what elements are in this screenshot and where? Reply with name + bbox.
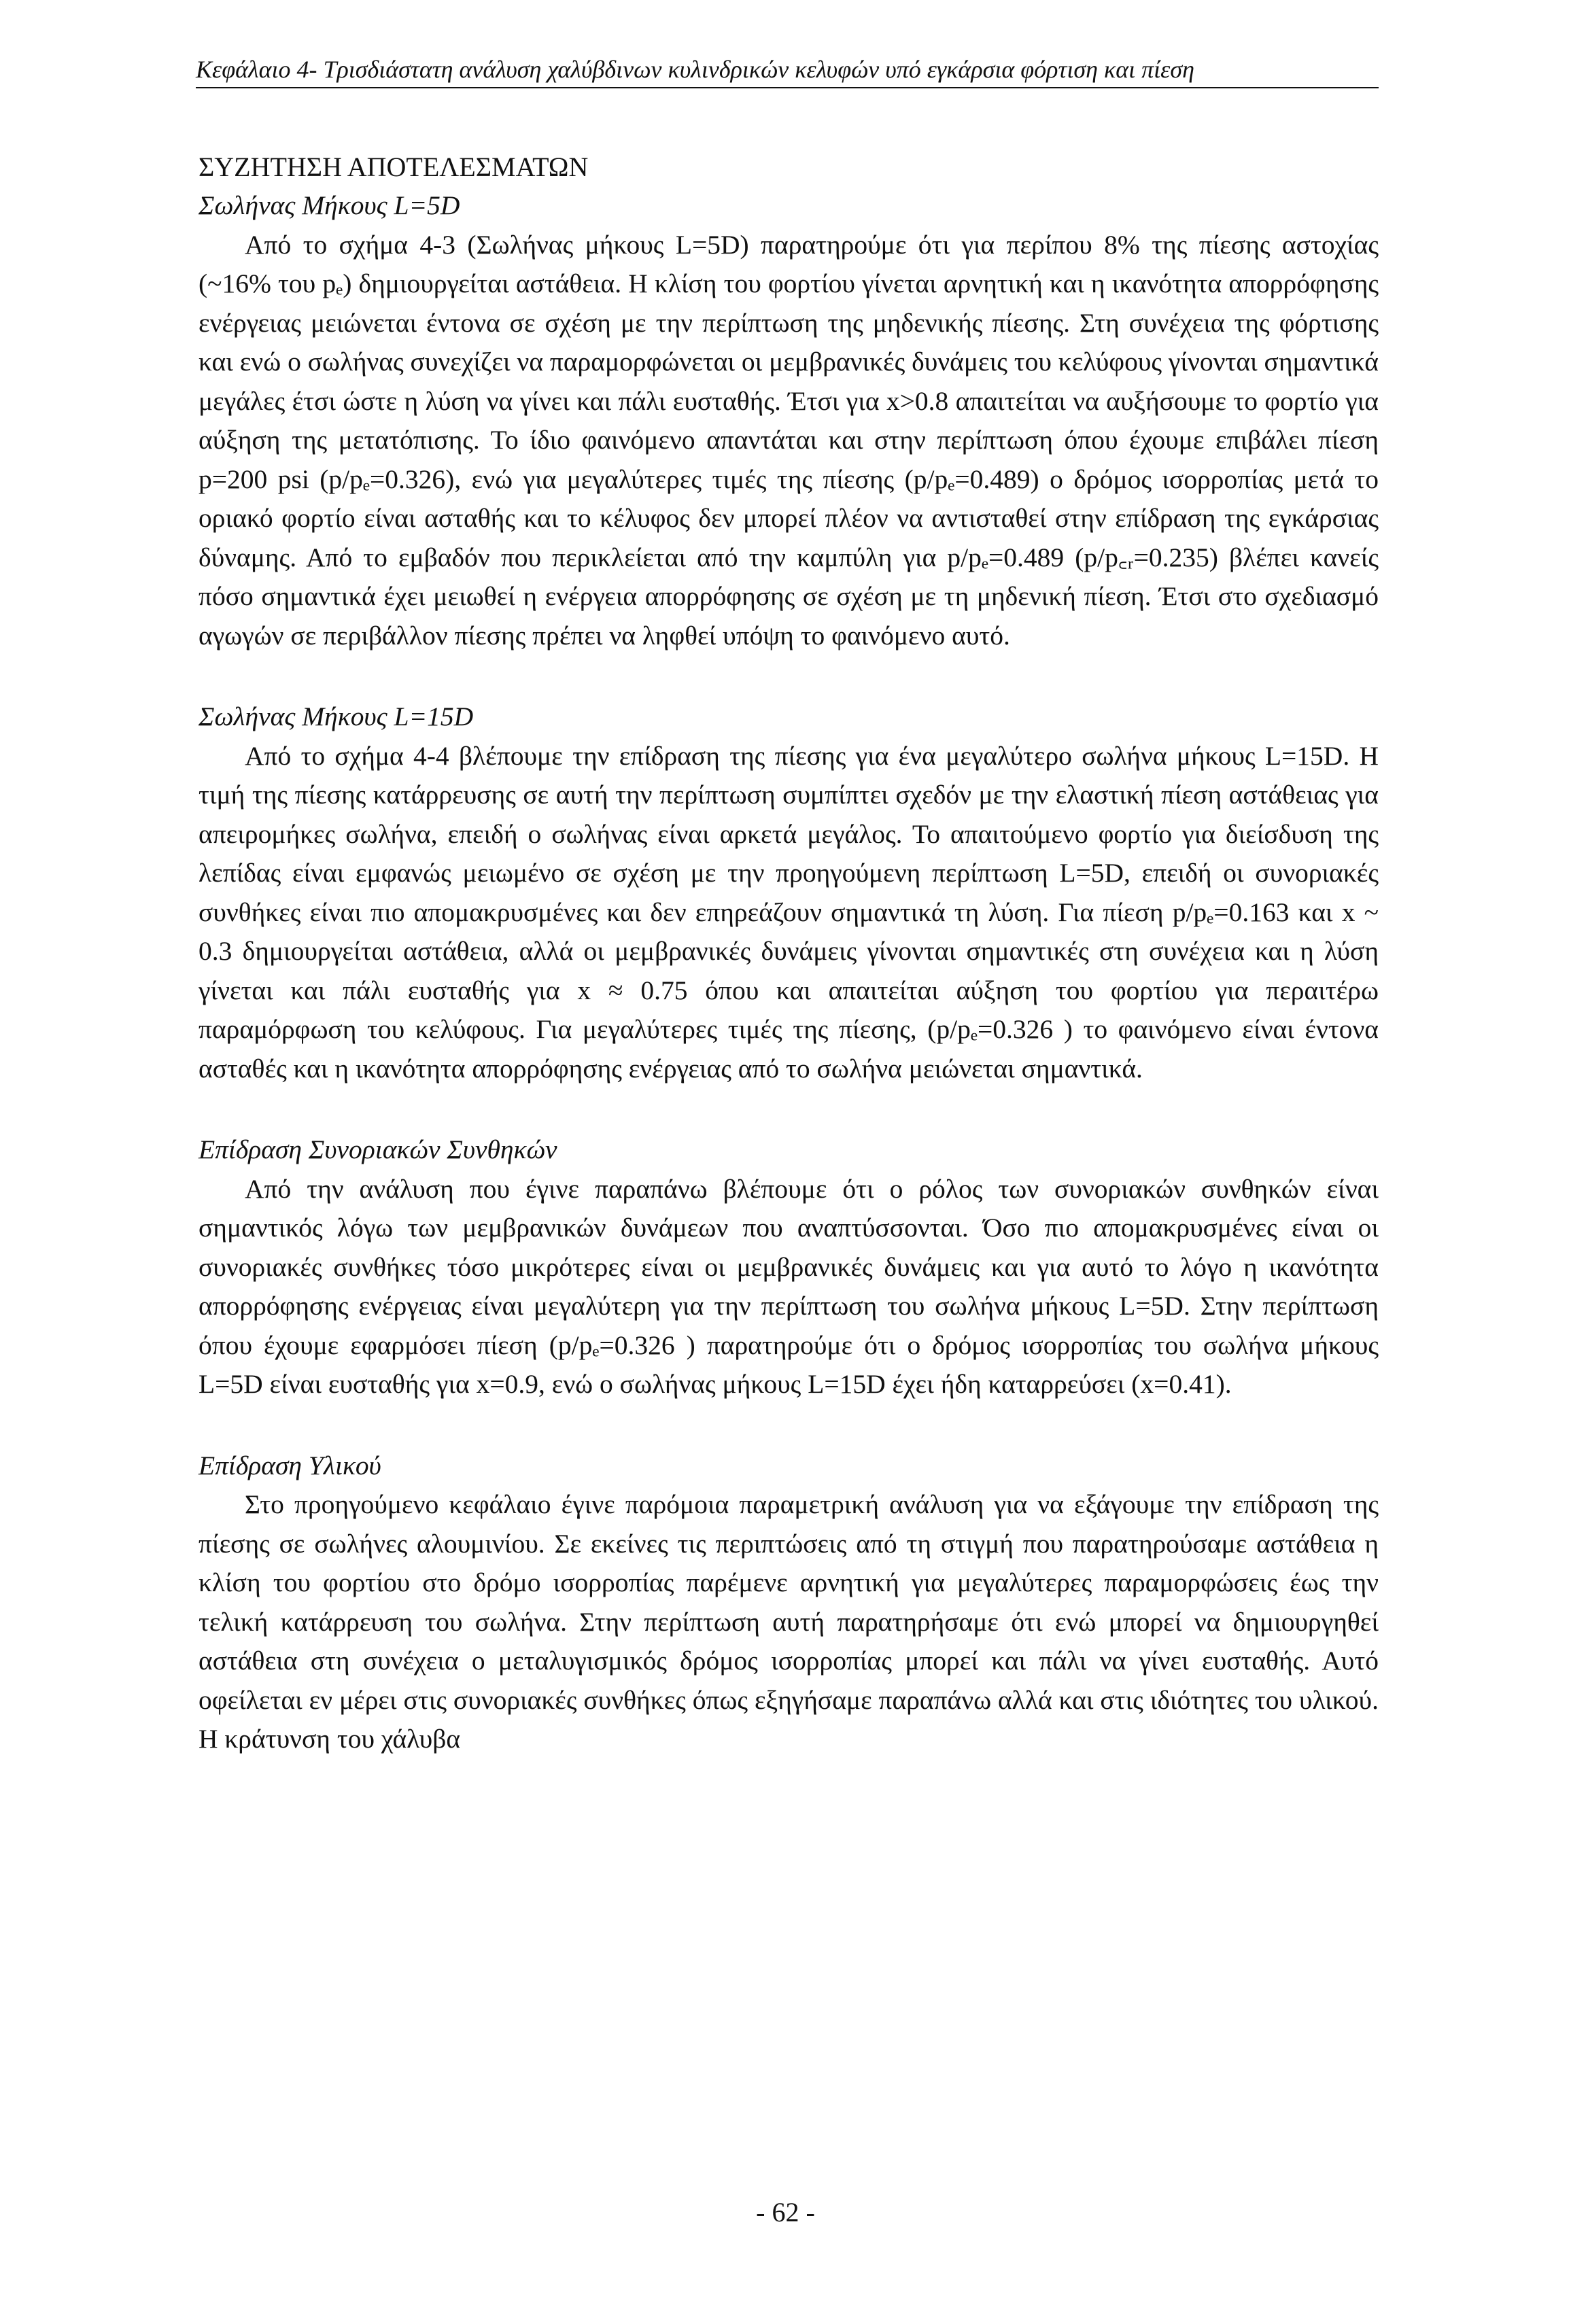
paragraph-boundary-conditions: Από την ανάλυση που έγινε παραπάνω βλέπουμε ότι ο ρόλος των συνοριακών συνθηκών είναι σημαντικός λόγω των μεμβρανικών δυνάμεων που αναπτύσσονται. Όσο πιο απομακρυσμένες είναι οι συνοριακές συνθήκες τόσο μικρότερες είναι οι μεμβρανικές δυνάμεις και για αυτό το λόγο η ικανότητα απορρόφησης ενέργειας είναι μεγαλύτερη για την περίπτωση του σωλήνα μήκους L=5D. Στην περίπτωση όπου έχουμε εφαρμόσει πίεση (p/pₑ=0.326 ) παρατηρούμε ότι ο δρόμος ισορροπίας του σωλήνα μήκους L=5D είναι ευσταθής για x=0.9, ενώ ο σωλήνας μήκους L=15D έχει ήδη καταρρεύσει (x=0.41). bbox=[198, 1173, 1379, 1399]
paragraph-l15d: Από το σχήμα 4-4 βλέπουμε την επίδραση της πίεσης για ένα μεγαλύτερο σωλήνα μήκους L=15D. Η τιμή της πίεσης κατάρρευσης σε αυτή την περίπτωση συμπίπτει σχεδόν με την ελαστική πίεση αστάθειας για απειρομήκες σωλήνα, επειδή ο σωλήνας είναι αρκετά μεγάλος. Το απαιτούμενο φορτίο για διείσδυση της λεπίδας είναι εμφανώς μειωμένο σε σχέση με την προηγούμενη περίπτωση L=5D, επειδή οι συνοριακές συνθήκες είναι πιο απομακρυσμένες και δεν επηρεάζουν σημαντικά τη λύση. Για πίεση p/pₑ=0.163 και x ~ 0.3 δημιουργείται αστάθεια, αλλά οι μεμβρανικές δυνάμεις γίνονται σημαντικές στη συνέχεια και η λύση γίνεται και πάλι ευσταθής για x ≈ 0.75 όπου και απαιτείται αύξηση του φορτίου για περαιτέρω παραμόρφωση του κελύφους. Για μεγαλύτερες τιμές της πίεσης, (p/pₑ=0.326 ) το φαινόμενο είναι έντονα ασταθές και η ικανότητα απορρόφησης ενέργειας από το σωλήνα μειώνεται σημαντικά. bbox=[198, 740, 1379, 1083]
subsection-heading-boundary-conditions: Επίδραση Συνοριακών Συνθηκών bbox=[198, 1134, 557, 1164]
page-number: - 62 - bbox=[756, 2197, 815, 2227]
paragraph-gap bbox=[198, 1404, 1379, 1446]
paragraph-gap bbox=[198, 655, 1379, 697]
subsection-heading-l5d: Σωλήνας Μήκους L=5D bbox=[198, 190, 460, 220]
paragraph-gap bbox=[198, 1088, 1379, 1130]
paragraph-l5d: Από το σχήμα 4-3 (Σωλήνας μήκους L=5D) παρατηρούμε ότι για περίπου 8% της πίεσης αστοχίας (~16% του pₑ) δημιουργείται αστάθεια. Η κλίση του φορτίου γίνεται αρνητική και η ικανότητα απορρόφησης ενέργειας μειώνεται έντονα σε σχέση με την περίπτωση της μηδενικής πίεσης. Στη συνέχεια της φόρτισης και ενώ ο σωλήνας συνεχίζει να παραμορφώνεται οι μεμβρανικές δυνάμεις του κελύφους γίνονται σημαντικά μεγάλες έτσι ώστε η λύση να γίνει και πάλι ευσταθής. Έτσι για x>0.8 απαιτείται να αυξήσουμε το φορτίο για αύξηση της μετατόπισης. Το ίδιο φαινόμενο απαντάται και στην περίπτωση όπου έχουμε επιβάλει πίεση p=200 psi (p/pₑ=0.326), ενώ για μεγαλύτερες τιμές της πίεσης (p/pₑ=0.489) ο δρόμος ισορροπίας μετά το οριακό φορτίο είναι ασταθής και το κέλυφος δεν μπορεί πλέον να αντισταθεί στην επίδραση της εγκάρσιας δύναμης. Από το εμβαδόν που περικλείεται από την καμπύλη για p/pₑ=0.489 (p/p꜀ᵣ=0.235) βλέπει κανείς πόσο σημαντικά έχει μειωθεί η ενέργεια απορρόφησης σε σχέση με τη μηδενική πίεση. Έτσι στο σχεδιασμό αγωγών σε περιβάλλον πίεσης πρέπει να ληφθεί υπόψη το φαινόμενο αυτό. bbox=[198, 229, 1379, 651]
subsection-heading-material: Επίδραση Υλικού bbox=[198, 1450, 381, 1480]
section-title: ΣΥΖΗΤΗΣΗ ΑΠΟΤΕΛΕΣΜΑΤΩΝ bbox=[198, 152, 589, 182]
subsection-heading-l15d: Σωλήνας Μήκους L=15D bbox=[198, 701, 474, 731]
body-text bbox=[198, 148, 1379, 1759]
paragraph-material: Στο προηγούμενο κεφάλαιο έγινε παρόμοια παραμετρική ανάλυση για να εξάγουμε την επίδραση της πίεσης σε σωλήνες αλουμινίου. Σε εκείνες τις περιπτώσεις από τη στιγμή που παρατηρούσαμε αστάθεια η κλίση του φορτίου στο δρόμο ισορροπίας παρέμενε αρνητική για μεγαλύτερες παραμορφώσεις έως την τελική κατάρρευση του σωλήνα. Στην περίπτωση αυτή παρατηρήσαμε ότι ενώ μπορεί να δημιουργηθεί αστάθεια στη συνέχεια ο μεταλυγισμικός δρόμος ισορροπίας μπορεί και πάλι να γίνει ευσταθής. Αυτό οφείλεται εν μέρει στις συνοριακές συνθήκες όπως εξηγήσαμε παραπάνω αλλά και στις ιδιότητες του υλικού. Η κράτυνση του χάλυβα bbox=[198, 1489, 1379, 1754]
running-header: Κεφάλαιο 4- Τρισδιάστατη ανάλυση χαλύβδινων κυλινδρικών κελυφών υπό εγκάρσια φόρτιση και πίεση bbox=[196, 53, 1379, 88]
